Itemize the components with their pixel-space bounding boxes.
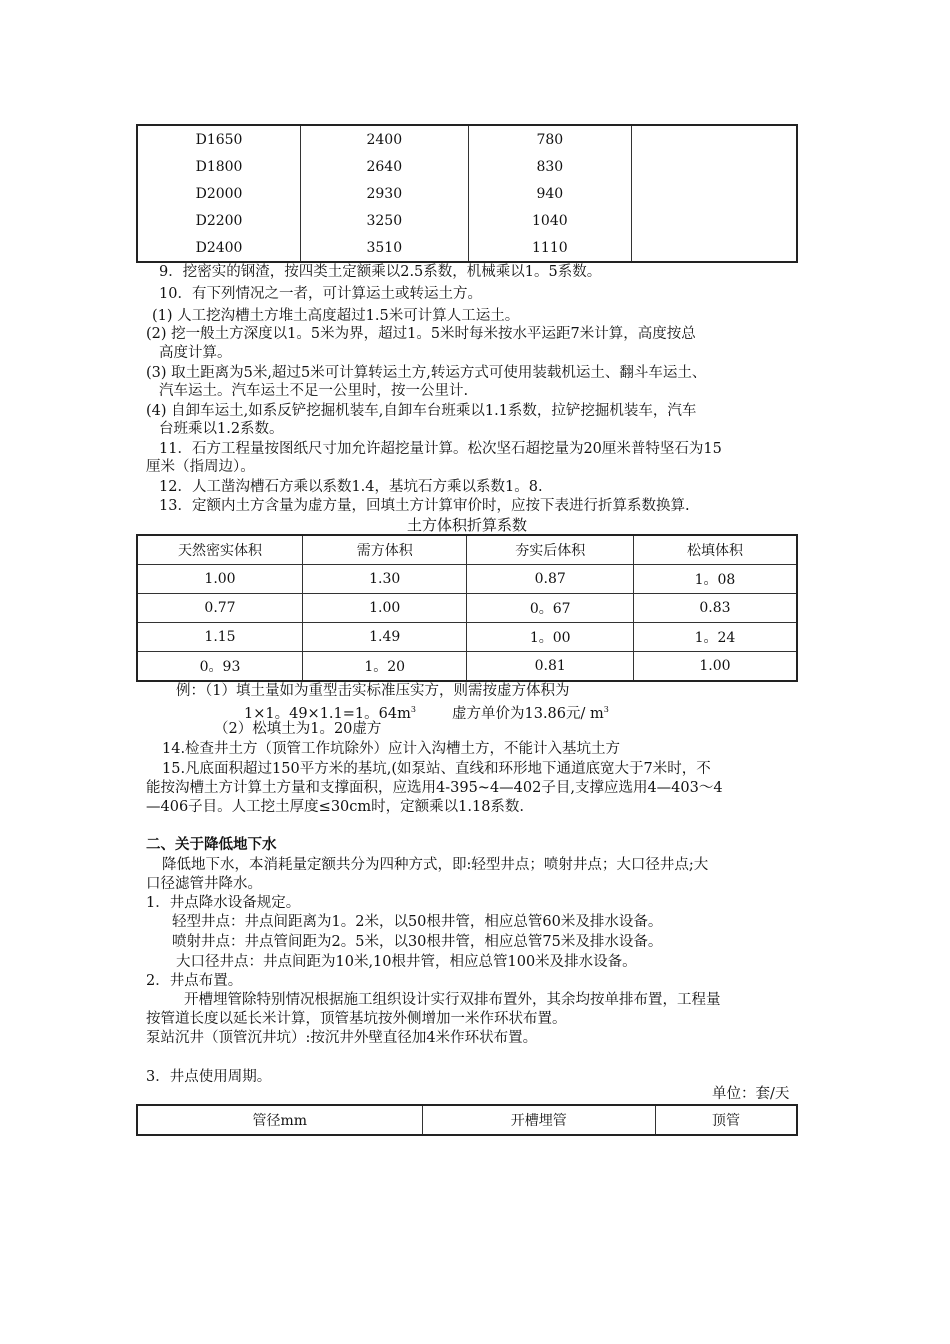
item-10-4-cont: 台班乘以1.2系数。 xyxy=(159,421,284,437)
table-cell: D2400 xyxy=(195,239,243,256)
layout-text-cont: 按管道长度以延长米计算，顶管基坑按外侧增加一米作环状布置。 xyxy=(146,1011,567,1027)
table-header-row xyxy=(137,535,797,565)
table-row xyxy=(137,234,797,262)
table-header-cell: 开槽埋管 xyxy=(422,1105,655,1135)
item-15: 15.凡底面积超过150平方米的基坑,(如泵站、直线和环形地下通道底宽大于7米时，不 xyxy=(162,761,711,777)
item-10-2-cont: 高度计算。 xyxy=(159,345,232,361)
item-10-3: (3) 取土距离为5米,超过5米可计算转运土方,转运方式可使用装载机运土、翻斗车运土、 xyxy=(146,365,707,381)
light-wellpoint: 轻型井点：井点间距离为1。2米，以50根井管，相应总管60米及排水设备。 xyxy=(172,914,663,930)
example-line-1: 例：（1）填土量如为重型击实标准压实方，则需按虚方体积为 xyxy=(176,683,570,699)
unit-label: 单位：套/天 xyxy=(712,1086,790,1102)
item-10-1: (1) 人工挖沟槽土方堆土高度超过1.5米可计算人工运土。 xyxy=(152,308,520,324)
pump-station-text: 泵站沉井（顶管沉井坑）:按沉井外壁直径加4米作环状布置。 xyxy=(146,1030,538,1046)
table-cell: 1。20 xyxy=(302,652,467,682)
table-cell: 2400 xyxy=(301,125,469,153)
table-header-cell: 夯实后体积 xyxy=(467,535,633,565)
jet-wellpoint: 喷射井点：井点管间距为2。5米，以30根井管，相应总管75米及排水设备。 xyxy=(172,934,663,950)
table-cell: 1.30 xyxy=(302,565,467,594)
table-header-cell: 顶管 xyxy=(655,1105,797,1135)
table-cell: 940 xyxy=(468,180,632,207)
table-cell: 0。93 xyxy=(137,652,302,682)
item-11-cont: 厘米（指周边）。 xyxy=(146,459,255,475)
table-cell: 1110 xyxy=(468,234,632,262)
item-14: 14.检查井土方（顶管工作坑除外）应计入沟槽土方，不能计入基坑土方 xyxy=(162,741,621,757)
table-cell: 1040 xyxy=(468,207,632,234)
table-header-cell: 需方体积 xyxy=(302,535,467,565)
table-cell: 1.00 xyxy=(633,652,797,682)
table-cell xyxy=(632,207,797,234)
table-cell: 830 xyxy=(468,153,632,180)
table-header-cell: 松填体积 xyxy=(633,535,797,565)
table-cell: 1.00 xyxy=(302,594,467,623)
table-cell: 1。08 xyxy=(633,565,797,594)
section-intro-cont: 口径滤管井降水。 xyxy=(146,876,262,892)
table-row xyxy=(137,652,797,682)
table-row xyxy=(137,594,797,623)
item-15-cont-1: 能按沟槽土方计算土方量和支撑面积，应选用4-395~4—402子目,支撑应选用4—403～4 xyxy=(146,780,723,796)
subsection-2: 2．井点布置。 xyxy=(146,973,243,989)
table-header-row xyxy=(137,1105,797,1135)
table-cell: 2640 xyxy=(301,153,469,180)
table-cell: 0.83 xyxy=(633,594,797,623)
table-cell: 3250 xyxy=(301,207,469,234)
item-12: 12．人工凿沟槽石方乘以系数1.4，基坑石方乘以系数1。8. xyxy=(159,479,543,495)
large-wellpoint: 大口径井点：井点间距为10米,10根井管，相应总管100米及排水设备。 xyxy=(176,954,637,970)
table-row xyxy=(137,153,797,180)
item-11: 11．石方工程量按图纸尺寸加允许超挖量计算。松次坚石超挖量为20厘米普特坚石为15 xyxy=(159,441,722,457)
table-cell: 1。00 xyxy=(467,623,633,652)
superscript: 3 xyxy=(410,705,416,714)
table-cell: D2000 xyxy=(195,185,243,202)
table-cell: 1.00 xyxy=(137,565,302,594)
item-10-3-cont: 汽车运土。汽车运土不足一公里时，按一公里计. xyxy=(159,383,469,399)
section-heading: 二、关于降低地下水 xyxy=(146,837,277,853)
pipe-diameter-table xyxy=(136,124,798,263)
table-row xyxy=(137,180,797,207)
table-cell: 1.15 xyxy=(137,623,302,652)
table-cell: 0.77 xyxy=(137,594,302,623)
superscript: 3 xyxy=(603,705,609,714)
table-cell xyxy=(632,180,797,207)
table-row xyxy=(137,565,797,594)
table-cell: 1.49 xyxy=(302,623,467,652)
table-cell: D1650 xyxy=(195,131,243,148)
table-cell: 2930 xyxy=(301,180,469,207)
item-15-cont-2: —406子目。人工挖土厚度≤30cm时，定额乘以1.18系数. xyxy=(146,799,525,815)
table-row xyxy=(137,623,797,652)
table-cell: 1。24 xyxy=(633,623,797,652)
period-table xyxy=(136,1104,798,1136)
table-cell: D1800 xyxy=(195,158,243,175)
example-calc: 1×1。49×1.1=1。64m xyxy=(244,705,411,722)
subsection-3: 3．井点使用周期。 xyxy=(146,1069,272,1085)
table-cell xyxy=(632,153,797,180)
conversion-table xyxy=(136,534,798,682)
layout-text: 开槽埋管除特别情况根据施工组织设计实行双排布置外，其余均按单排布置，工程量 xyxy=(184,992,721,1008)
table-cell: 3510 xyxy=(301,234,469,262)
item-10-4: (4) 自卸车运土,如系反铲挖掘机装车,自卸车台班乘以1.1系数，拉铲挖掘机装车，汽车 xyxy=(146,403,697,419)
table-header-cell: 天然密实体积 xyxy=(137,535,302,565)
table-cell xyxy=(632,125,797,153)
table-cell xyxy=(632,234,797,262)
example-line-3: （2）松填土为1。20虚方 xyxy=(214,721,382,737)
subsection-1: 1．井点降水设备规定。 xyxy=(146,895,301,911)
table-cell: 780 xyxy=(468,125,632,153)
example-line-2b xyxy=(452,701,609,723)
section-intro: 降低地下水，本消耗量定额共分为四种方式，即:轻型井点；喷射井点；大口径井点;大 xyxy=(162,857,709,873)
table-cell: 0。67 xyxy=(467,594,633,623)
table-row xyxy=(137,207,797,234)
item-13: 13．定额内土方含量为虚方量，回填土方计算审价时，应按下表进行折算系数换算. xyxy=(159,498,690,514)
item-10-2: (2) 挖一般土方深度以1。5米为界，超过1。5米时每米按水平运距7米计算，高度按总 xyxy=(146,326,696,342)
table-cell: 0.87 xyxy=(467,565,633,594)
conversion-table-caption: 土方体积折算系数 xyxy=(406,516,527,534)
item-9: 9．挖密实的钢渣，按四类土定额乘以2.5系数，机械乘以1。5系数。 xyxy=(159,264,602,280)
table-row xyxy=(137,125,797,153)
table-cell: 0.81 xyxy=(467,652,633,682)
table-cell: D2200 xyxy=(195,212,243,229)
table-header-cell: 管径mm xyxy=(137,1105,422,1135)
example-unit-price: 虚方单价为13.86元/ m xyxy=(452,705,604,722)
item-10: 10．有下列情况之一者，可计算运土或转运土方。 xyxy=(159,286,482,302)
